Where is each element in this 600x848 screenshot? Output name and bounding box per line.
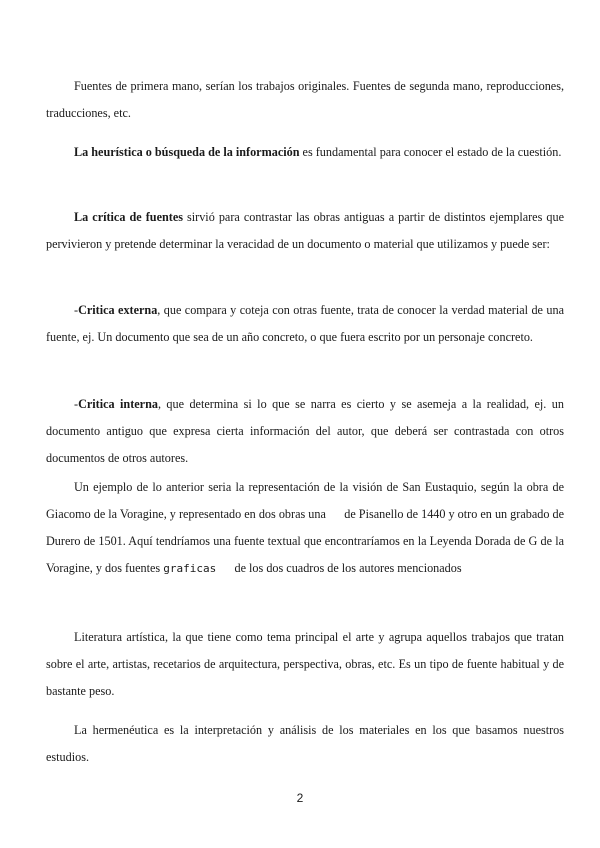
list-dash: - xyxy=(74,397,79,411)
paragraph-text: de los dos cuadros de los autores mencionados xyxy=(216,561,462,575)
term-heuristica: La heurística o búsqueda de la información xyxy=(74,145,300,159)
list-dash: - xyxy=(74,303,79,317)
paragraph-fuentes-primera-mano xyxy=(46,73,564,127)
word-graficas: graficas xyxy=(163,562,217,575)
paragraph-text: Fuentes de primera mano, serían los trabajos originales. Fuentes de segunda mano, reproducciones, traducciones, etc. xyxy=(46,79,564,120)
paragraph-critica-externa xyxy=(46,297,564,351)
paragraph-hermeneutica xyxy=(46,717,564,771)
paragraph-literatura-artistica xyxy=(46,624,564,705)
paragraph-text: Un ejemplo de lo anterior seria la representación de la visión de San Eustaquio, según la obra de Giacomo de la Voragine, y representado en dos obras una de Pisanello de 1440 y otro en un grabado de Durero de 1501. Aquí tendríamos una fuente textual que encontraríamos en la Leyenda Dorada de G de la Voragine, y dos fuentes xyxy=(46,480,568,575)
paragraph-text: , que determina si lo que se narra es cierto y se asemeja a la realidad, ej. un documento antiguo que expresa cierta información del autor, que deberá ser contrastada con otros documentos de otros autores. xyxy=(46,397,564,465)
paragraph-text: Literatura artística, la que tiene como tema principal el arte y agrupa aquellos trabajos que tratan sobre el arte, artistas, recetarios de arquitectura, perspectiva, obras, etc. Es un tipo de fuente habitual y de bastante peso. xyxy=(46,630,564,698)
paragraph-critica-interna xyxy=(46,391,564,472)
paragraph-ejemplo-san-eustaquio xyxy=(46,474,568,582)
paragraph-heuristica xyxy=(46,139,564,166)
paragraph-text: es fundamental para conocer el estado de la cuestión. xyxy=(299,145,562,159)
page-number: 2 xyxy=(296,791,304,805)
paragraph-text: La hermenéutica es la interpretación y análisis de los materiales en los que basamos nuestros estudios. xyxy=(46,723,564,764)
term-critica-externa: Critica externa xyxy=(78,303,158,317)
paragraph-text: , que compara y coteja con otras fuente, trata de conocer la verdad material de una fuente, ej. Un documento que sea de un año concreto, o que fuera escrito por un personaje concreto. xyxy=(46,303,564,344)
term-critica-fuentes: La crítica de fuentes xyxy=(74,210,183,224)
term-critica-interna: Critica interna xyxy=(78,397,158,411)
paragraph-text: sirvió para contrastar las obras antiguas a partir de distintos ejemplares que pervivieron y pretende determinar la veracidad de un documento o material que utilizamos y puede ser: xyxy=(46,210,564,251)
paragraph-critica-fuentes xyxy=(46,204,564,258)
